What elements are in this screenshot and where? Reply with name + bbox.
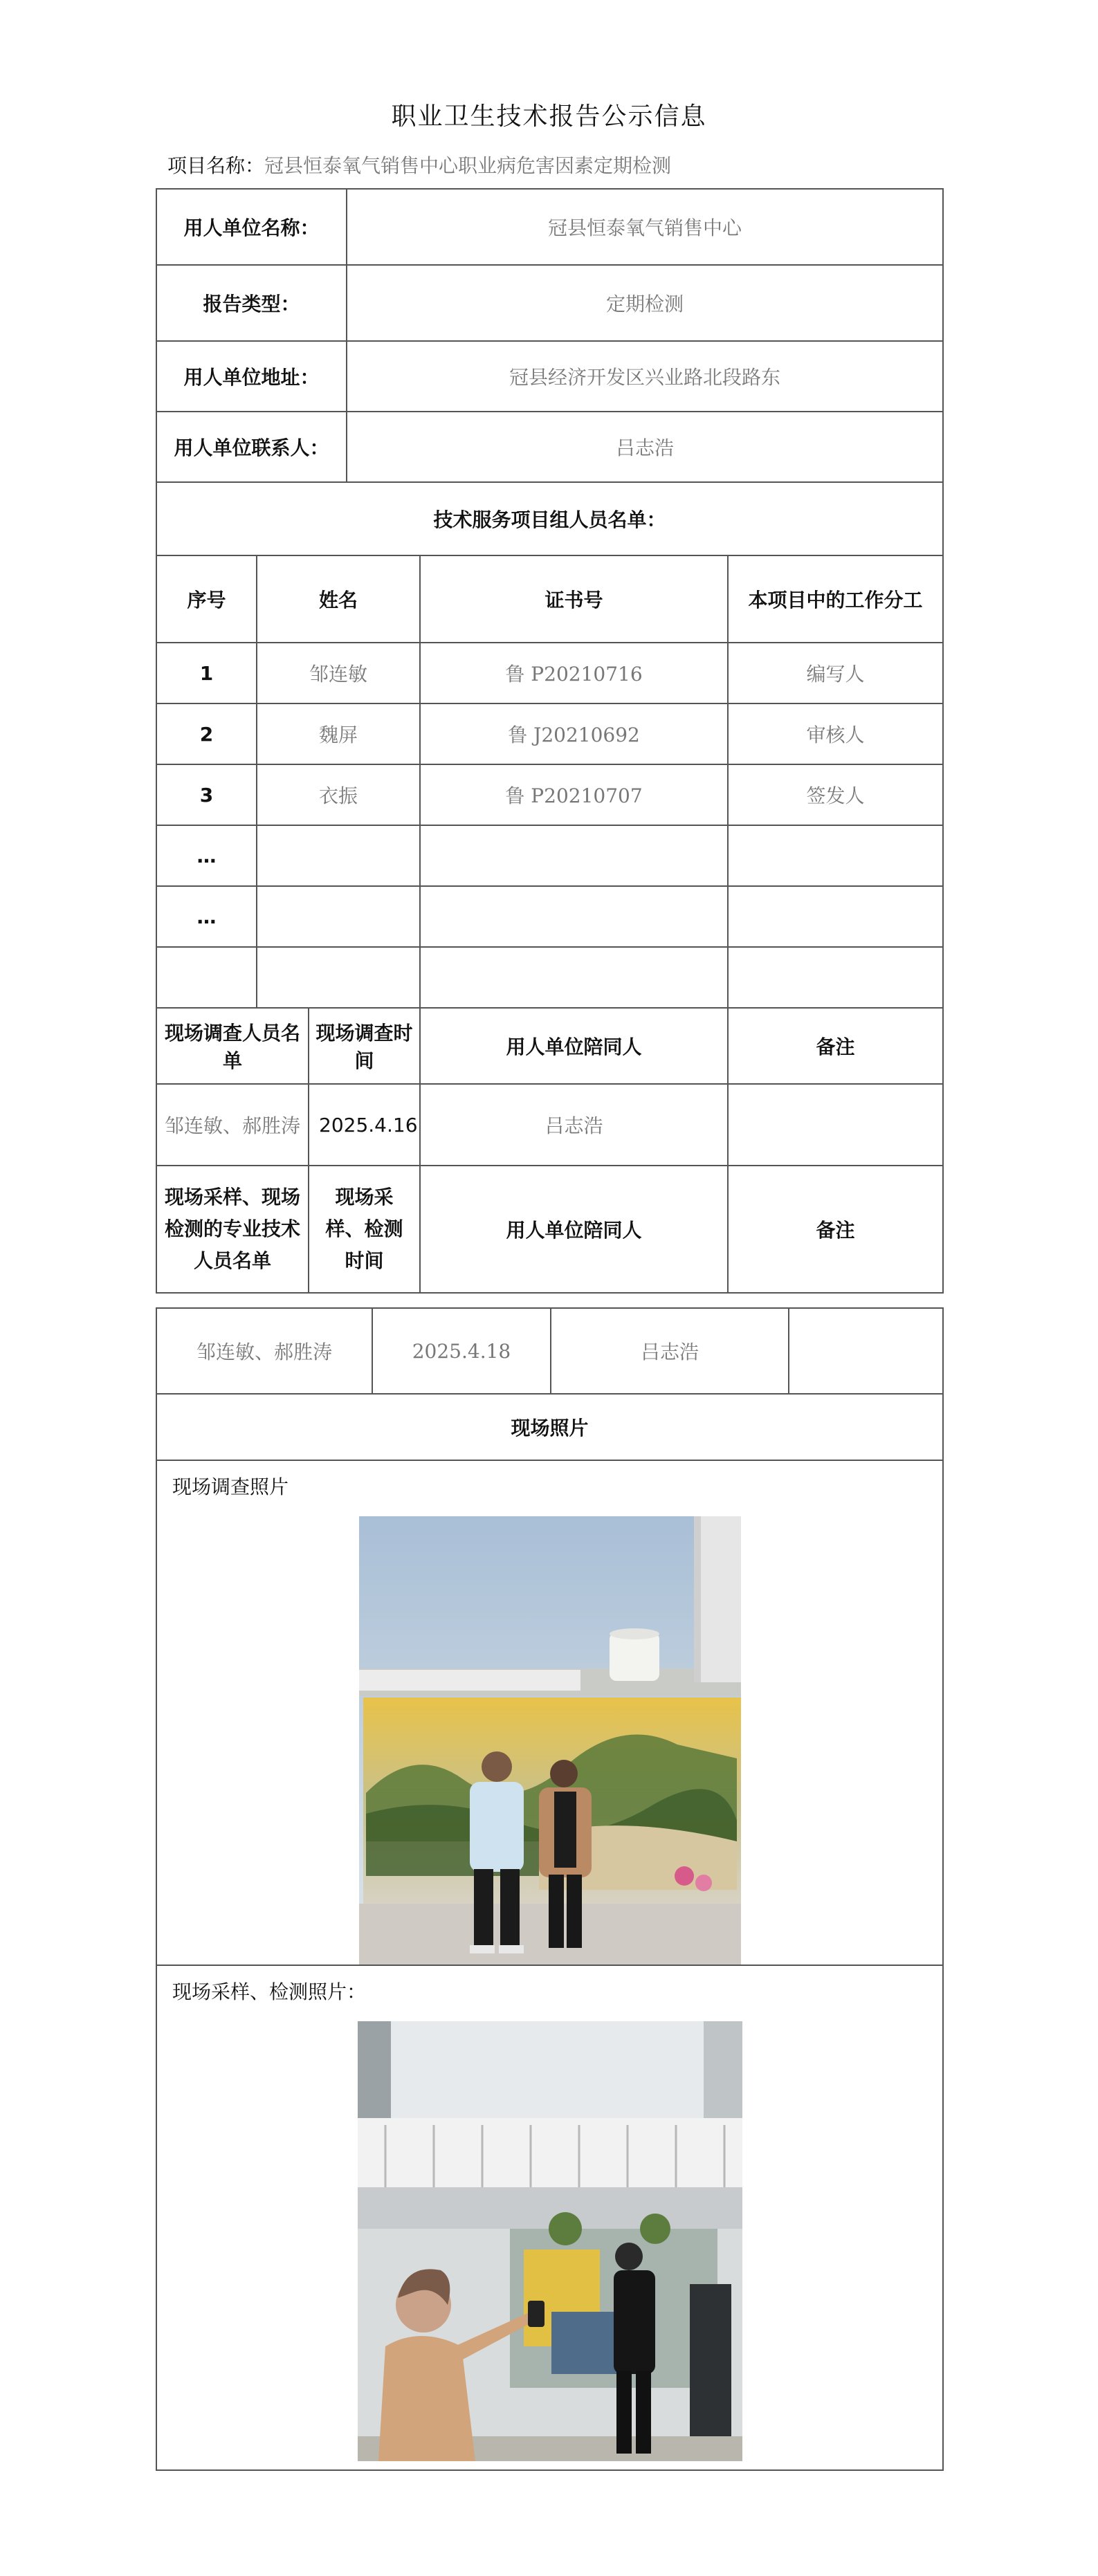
project-label: 项目名称： [167,154,265,177]
table-row [156,825,943,886]
value-employer-contact: 吕志浩 [347,412,943,482]
team-row-cert: 鲁 P20210707 [420,764,728,825]
sampling-header-time: 现场采样、检测时间 [309,1166,420,1293]
survey-note [728,1084,943,1166]
photos-table [156,1307,944,2471]
survey-time: 2025.4.16 [309,1084,420,1166]
team-row-no: 2 [156,703,257,764]
team-header-name: 姓名 [257,555,420,643]
team-row-name [257,947,420,1008]
sampling-header-note: 备注 [728,1166,943,1293]
survey-photo-cell [156,1460,943,1965]
team-row-role [728,825,943,886]
table-row [156,703,943,764]
team-header-cert: 证书号 [420,555,728,643]
team-row-cert: 鲁 J20210692 [420,703,728,764]
sampling-people: 邹连敏、郝胜涛 [156,1308,372,1394]
team-row-role: 签发人 [728,764,943,825]
survey-escort: 吕志浩 [420,1084,728,1166]
team-row-no: 3 [156,764,257,825]
survey-photo [359,1516,741,1965]
team-row-role: 审核人 [728,703,943,764]
sampling-time: 2025.4.18 [372,1308,551,1394]
photos-heading: 现场照片 [156,1394,943,1460]
value-employer-address: 冠县经济开发区兴业路北段路东 [347,341,943,412]
report-info-table [156,188,944,1294]
team-row-no: 1 [156,643,257,703]
team-header-role: 本项目中的工作分工 [728,555,943,643]
table-row [156,886,943,947]
survey-header-note: 备注 [728,1008,943,1084]
value-report-type: 定期检测 [347,265,943,341]
team-row-role [728,886,943,947]
team-row-cert: 鲁 P20210716 [420,643,728,703]
label-report-type: 报告类型： [156,265,347,341]
sampling-header-escort: 用人单位陪同人 [420,1166,728,1293]
value-employer-name: 冠县恒泰氧气销售中心 [347,189,943,265]
project-name [167,151,671,178]
team-row-name: 魏屏 [257,703,420,764]
table-row [156,947,943,1008]
sampling-photo-label: 现场采样、检测照片： [172,1980,367,2003]
survey-header-time: 现场调查时间 [309,1008,420,1084]
sampling-photo-cell [156,1965,943,2470]
label-employer-address: 用人单位地址： [156,341,347,412]
team-row-name [257,886,420,947]
team-row-name: 邹连敏 [257,643,420,703]
sampling-escort: 吕志浩 [551,1308,789,1394]
label-employer-name: 用人单位名称： [156,189,347,265]
team-row-name: 衣振 [257,764,420,825]
team-row-cert [420,886,728,947]
sampling-header-people: 现场采样、现场检测的专业技术人员名单 [156,1166,309,1293]
survey-header-escort: 用人单位陪同人 [420,1008,728,1084]
team-row-role [728,947,943,1008]
team-row-name [257,825,420,886]
table-row [156,643,943,703]
project-value: 冠县恒泰氧气销售中心职业病危害因素定期检测 [264,154,672,177]
sampling-photo [358,2021,742,2461]
survey-header-people: 现场调查人员名单 [156,1008,309,1084]
page-title: 职业卫生技术报告公示信息 [391,102,707,131]
label-employer-contact: 用人单位联系人： [156,412,347,482]
team-row-no: … [156,886,257,947]
survey-people: 邹连敏、郝胜涛 [156,1084,309,1166]
team-row-no: … [156,825,257,886]
team-row-cert [420,825,728,886]
survey-photo-label: 现场调查照片 [172,1475,289,1498]
team-heading: 技术服务项目组人员名单： [156,482,943,555]
sampling-note [789,1308,943,1394]
table-row [156,764,943,825]
team-row-cert [420,947,728,1008]
team-row-no [156,947,257,1008]
team-header-no: 序号 [156,555,257,643]
team-row-role: 编写人 [728,643,943,703]
